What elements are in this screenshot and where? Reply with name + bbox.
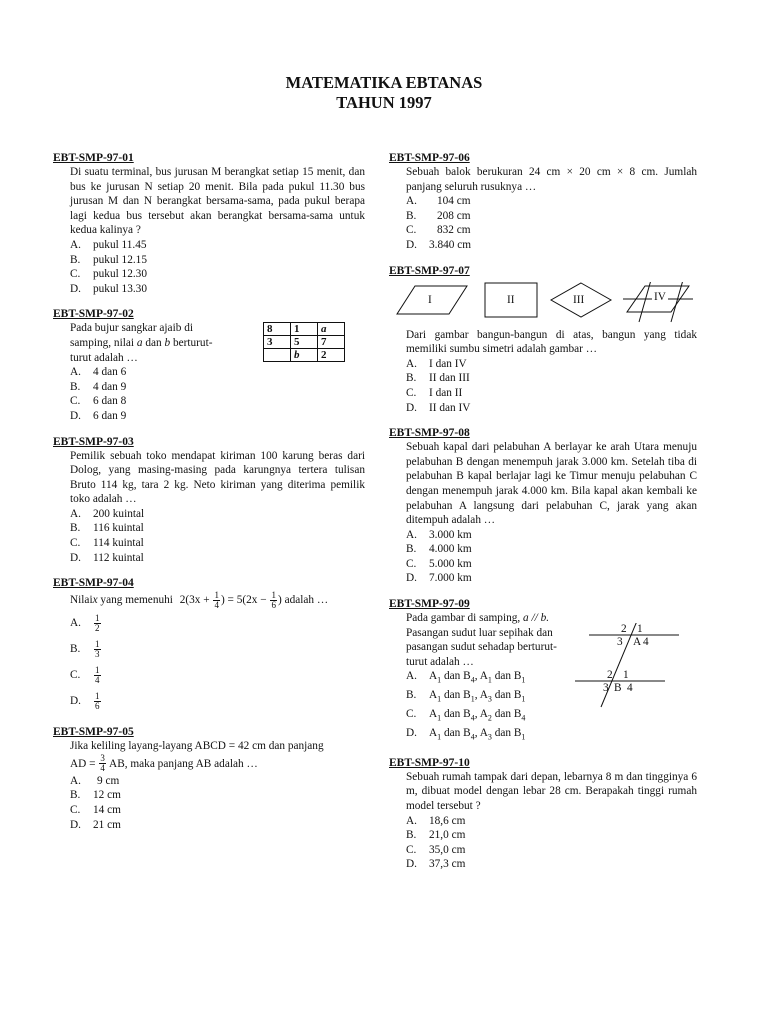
option-text: pukul 13.30 (93, 282, 147, 295)
question-9 (389, 597, 697, 745)
option-b: B. $A_1$ dan $B_1$, $A_3$ dan $B_1$ (406, 688, 697, 707)
question-text: Pasangan sudut luar sepihak dan pasangan sudut sehadap berturut-turut adalah … (406, 626, 557, 668)
parallel-lines-svg (575, 623, 685, 719)
question-text: Dari gambar bangun-bangun di atas, bangun yang tidak memiliki sumbu simetri adalah gambar … (406, 328, 697, 356)
question-id: EBT-SMP-97-04 (53, 577, 134, 590)
grid-cell: b (291, 349, 318, 362)
option-text: pukul 12.30 (93, 268, 147, 281)
question-text-line2: AD = $\frac{3}{4}$ AB, maka panjang AB adalah … (70, 753, 258, 774)
option-b: B. $\frac{1}{3}$ (70, 638, 100, 659)
question-7 (389, 264, 697, 416)
shape-label-ii: II (507, 293, 515, 306)
option-d: D. 21 cm (70, 818, 121, 831)
option-d: D. 112 kuintal (70, 551, 144, 564)
option-c: C. I dan II (406, 386, 463, 399)
question-id: EBT-SMP-97-01 (53, 152, 134, 164)
grid-cell: a (318, 323, 345, 336)
option-a (70, 238, 365, 253)
shapes-figure (389, 282, 697, 326)
option-d: D. $\frac{1}{6}$ (70, 690, 100, 711)
angle-a3: 3 (617, 636, 623, 649)
option-text: $A_1$ dan $B_4$, $A_3$ dan $B_1$ (429, 726, 526, 742)
angle-b1: 1 (623, 669, 629, 682)
question-text: Di suatu terminal, bus jurusan M berangkat setiap 15 menit, dan bus ke jurusan N setiap 20 menit. Bila pada pukul 11.30 bus jurusan M dan N berangkat bersama-sama, pada pukul berapa lagi kedua bus tersebut akan berangkat bersama-sama untuk kedua kalinya ? (70, 166, 365, 237)
option-b: B. 116 kuintal (70, 522, 144, 535)
question-id: EBT-SMP-97-08 (389, 427, 470, 440)
option-text: pukul 12.15 (93, 253, 147, 266)
question-text: Sebuah kapal dari pelabuhan A berlayar ke arah Utara menuju pelabuhan B dengan menempuh jarak 3.000 km. Setelah tiba di pelabuhan B kapal berlajar lagi ke Timur menuju pelabuhan C dengan menempuh jarak 4.000 km. Bila kapal akan kembali ke pelabuhan A langsung dari pelabuhan C, jarak yang akan ditempuh adalah … (406, 441, 697, 527)
angle-a1: 1 (637, 623, 643, 636)
option-a: A. 3.000 km (406, 528, 472, 541)
question-id: EBT-SMP-97-10 (389, 756, 470, 769)
option-d: D. 3.840 cm (406, 238, 472, 251)
question-id: EBT-SMP-97-06 (389, 152, 470, 164)
option-a: A. I dan IV (406, 357, 467, 370)
question-8 (389, 426, 697, 586)
option-d: D. 37,3 cm (406, 858, 466, 871)
option-a: A. $\frac{1}{2}$ (70, 612, 100, 633)
option-letter: C. (70, 268, 81, 281)
option-text: $A_1$ dan $B_1$, $A_3$ dan $B_1$ (429, 689, 526, 704)
option-text: $A_1$ dan $B_4$, $A_1$ dan $B_1$ (429, 670, 526, 685)
question-text: Pada bujur sangkar ajaib di samping, nilai a dan b berturut-turut adalah … (70, 322, 213, 364)
slant-line-right (671, 282, 683, 322)
grid-cell: 7 (318, 336, 345, 349)
grid-cell: 3 (264, 336, 291, 349)
option-b (70, 253, 365, 268)
option-b: B. 12 cm (70, 789, 121, 802)
parallel-lines-figure (575, 623, 685, 719)
option-letter: A. (70, 238, 81, 251)
angle-a2: 2 (621, 623, 627, 636)
page-subtitle: TAHUN 1997 (336, 93, 432, 112)
question-6 (389, 151, 697, 253)
question-text: Nilai x yang memenuhi 2(3x + $\frac{1}{4}$ ) = 5(2x − $\frac{1}{6}$ ) adalah … (70, 589, 329, 610)
option-d: D. 6 dan 9 (70, 409, 127, 422)
option-a: A. 9 cm (70, 774, 120, 787)
right-column (389, 151, 697, 883)
angle-b2: 2 (607, 669, 613, 682)
option-d: D. 7.000 km (406, 572, 472, 585)
question-text-line1: Pada gambar di samping, a // b. (406, 612, 550, 625)
question-text: Sebuah rumah tampak dari depan, lebarnya 8 m dan tingginya 6 m, dibuat model dengan lebar 28 cm. Berapakah tinggi rumah model tersebut ? (406, 770, 697, 812)
question-id: EBT-SMP-97-05 (53, 726, 134, 739)
shape-label-iii: III (573, 293, 585, 306)
option-d: D. $A_1$ dan $B_4$, $A_3$ dan $B_1$ (406, 726, 697, 745)
question-1 (53, 151, 365, 296)
angle-b3: 3 (603, 682, 609, 695)
option-b: B. II dan III (406, 372, 470, 385)
option-c: C. $A_1$ dan $B_4$, $A_2$ dan $B_4$ (406, 707, 697, 726)
option-b: B. 21,0 cm (406, 829, 466, 842)
option-c: C. $\frac{1}{4}$ (70, 664, 100, 685)
question-2 (53, 307, 365, 423)
parallelogram-shape (397, 286, 467, 314)
question-3 (53, 435, 365, 566)
option-b: B. 4 dan 9 (70, 380, 127, 393)
label-b: B (614, 682, 622, 695)
shape-label-iv: IV (654, 290, 666, 303)
option-b: B. 4.000 km (406, 543, 472, 556)
equation: 2(3x + $\frac{1}{4}$ ) = 5(2x − $\frac{1}{6}$ ) (179, 589, 282, 610)
question-text: Pemilik sebuah toko mendapat kiriman 100 karung beras dari Dolog, yang masing-masing pada karungnya tertera tulisan Bruto 114 kg, tara 2 kg. Neto kiriman yang diterima pemilik toko adalah … (70, 449, 365, 506)
option-c: C. 35,0 cm (406, 843, 466, 856)
shape-label-i: I (428, 293, 432, 306)
question-text: Sebuah balok berukuran 24 cm × 20 cm × 8 cm. Jumlah panjang seluruh rusuknya … (406, 166, 697, 193)
question-id: EBT-SMP-97-09 (389, 598, 470, 611)
grid-cell: 2 (318, 349, 345, 362)
slant-line-left (639, 282, 651, 322)
question-text-line1: Jika keliling layang-layang ABCD = 42 cm dan panjang (70, 740, 324, 753)
shapes-svg (389, 282, 697, 326)
page-title: MATEMATIKA EBTANAS (285, 73, 483, 92)
question-id: EBT-SMP-97-02 (53, 308, 134, 321)
option-a: A. 200 kuintal (70, 507, 145, 520)
option-c: C. 5.000 km (406, 557, 472, 570)
grid-cell: 5 (291, 336, 318, 349)
option-c: C. 6 dan 8 (70, 395, 127, 408)
label-a: A (633, 636, 642, 649)
option-letter: D. (70, 282, 81, 295)
question-4 (53, 576, 365, 714)
angle-a4: 4 (643, 636, 649, 649)
option-c (70, 267, 365, 282)
left-column (53, 151, 365, 843)
question-5 (53, 725, 365, 832)
option-letter: B. (70, 253, 81, 266)
question-id: EBT-SMP-97-07 (389, 264, 470, 277)
angle-b4: 4 (627, 682, 633, 695)
option-b: B. 208 cm (406, 209, 471, 222)
option-a: A. $A_1$ dan $B_4$, $A_1$ dan $B_1$ (406, 669, 697, 688)
option-d (70, 282, 365, 297)
magic-square (263, 322, 345, 362)
question-id: EBT-SMP-97-03 (53, 435, 134, 448)
option-c: C. 14 cm (70, 804, 121, 817)
option-a: A. 4 dan 6 (70, 366, 127, 379)
grid-cell: 1 (291, 323, 318, 336)
option-text: $A_1$ dan $B_4$, $A_2$ dan $B_4$ (429, 708, 526, 723)
grid-cell (264, 349, 291, 362)
option-a: A. 104 cm (406, 195, 471, 208)
option-text: pukul 11.45 (93, 238, 147, 251)
question-10 (389, 756, 697, 872)
option-c: C. 114 kuintal (70, 537, 144, 550)
grid-cell: 8 (264, 323, 291, 336)
option-a: A. 18,6 cm (406, 814, 466, 827)
option-d: D. II dan IV (406, 401, 471, 414)
option-c: C. 832 cm (406, 224, 471, 237)
